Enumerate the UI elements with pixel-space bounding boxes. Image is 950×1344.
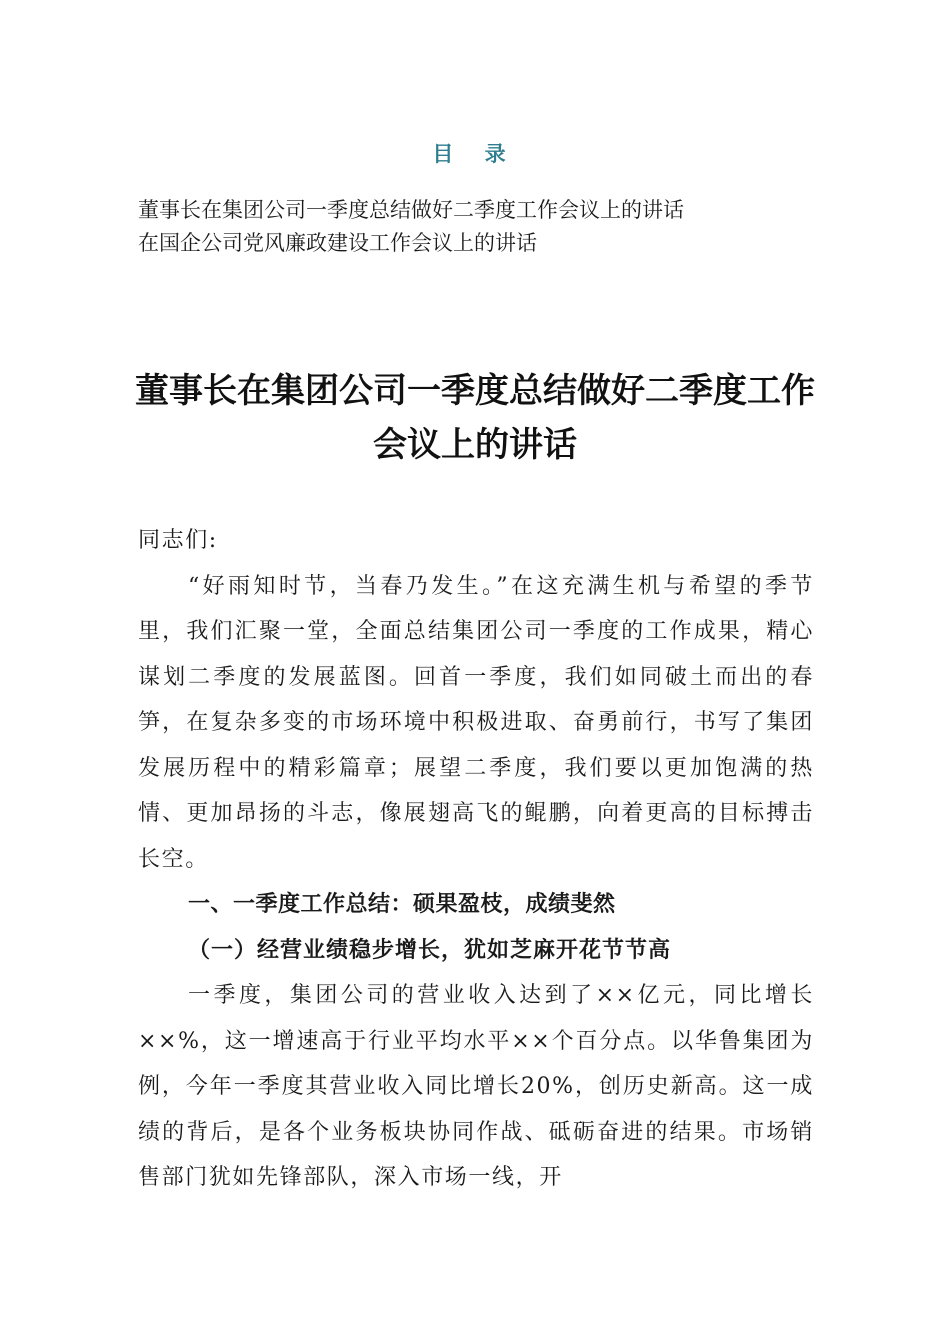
intro-paragraph: “好雨知时节，当春乃发生。”在这充满生机与希望的季节里，我们汇聚一堂，全面总结集团公司一季度的工作成果，精心谋划二季度的发展蓝图。回首一季度，我们如同破土而出的春笋，在复杂多变的市场环境中积极进取、奋勇前行，书写了集团发展历程中的精彩篇章；展望二季度，我们要以更加饱满的热情、更加昂扬的斗志，像展翅高飞的鲲鹏，向着更高的目标搏击长空。 bbox=[138, 573, 814, 872]
article-title: 董事长在集团公司一季度总结做好二季度工作会议上的讲话 bbox=[135, 371, 815, 465]
subsection-1-paragraph: 一季度，集团公司的营业收入达到了××亿元，同比增长××%，这一增速高于行业平均水平××个百分点。以华鲁集团为例，今年一季度其营业收入同比增长20%，创历史新高。这一成绩的背后，是各个业务板块协同作战、砥砺奋进的结果。市场销售部门犹如先锋部队，深入市场一线，开 bbox=[138, 983, 814, 1190]
toc-heading: 目 录 bbox=[432, 142, 518, 166]
salutation: 同志们: bbox=[138, 528, 218, 553]
article-body bbox=[138, 518, 814, 1201]
table-of-contents bbox=[138, 194, 838, 260]
subsection-1-heading: （一）经营业绩稳步增长，犹如芝麻开花节节高 bbox=[188, 936, 672, 963]
section-1-heading: 一、一季度工作总结：硕果盈枝，成绩斐然 bbox=[188, 892, 616, 917]
toc-item-2[interactable]: 在国企公司党风廉政建设工作会议上的讲话 bbox=[138, 231, 537, 255]
toc-item-1[interactable]: 董事长在集团公司一季度总结做好二季度工作会议上的讲话 bbox=[138, 198, 684, 222]
